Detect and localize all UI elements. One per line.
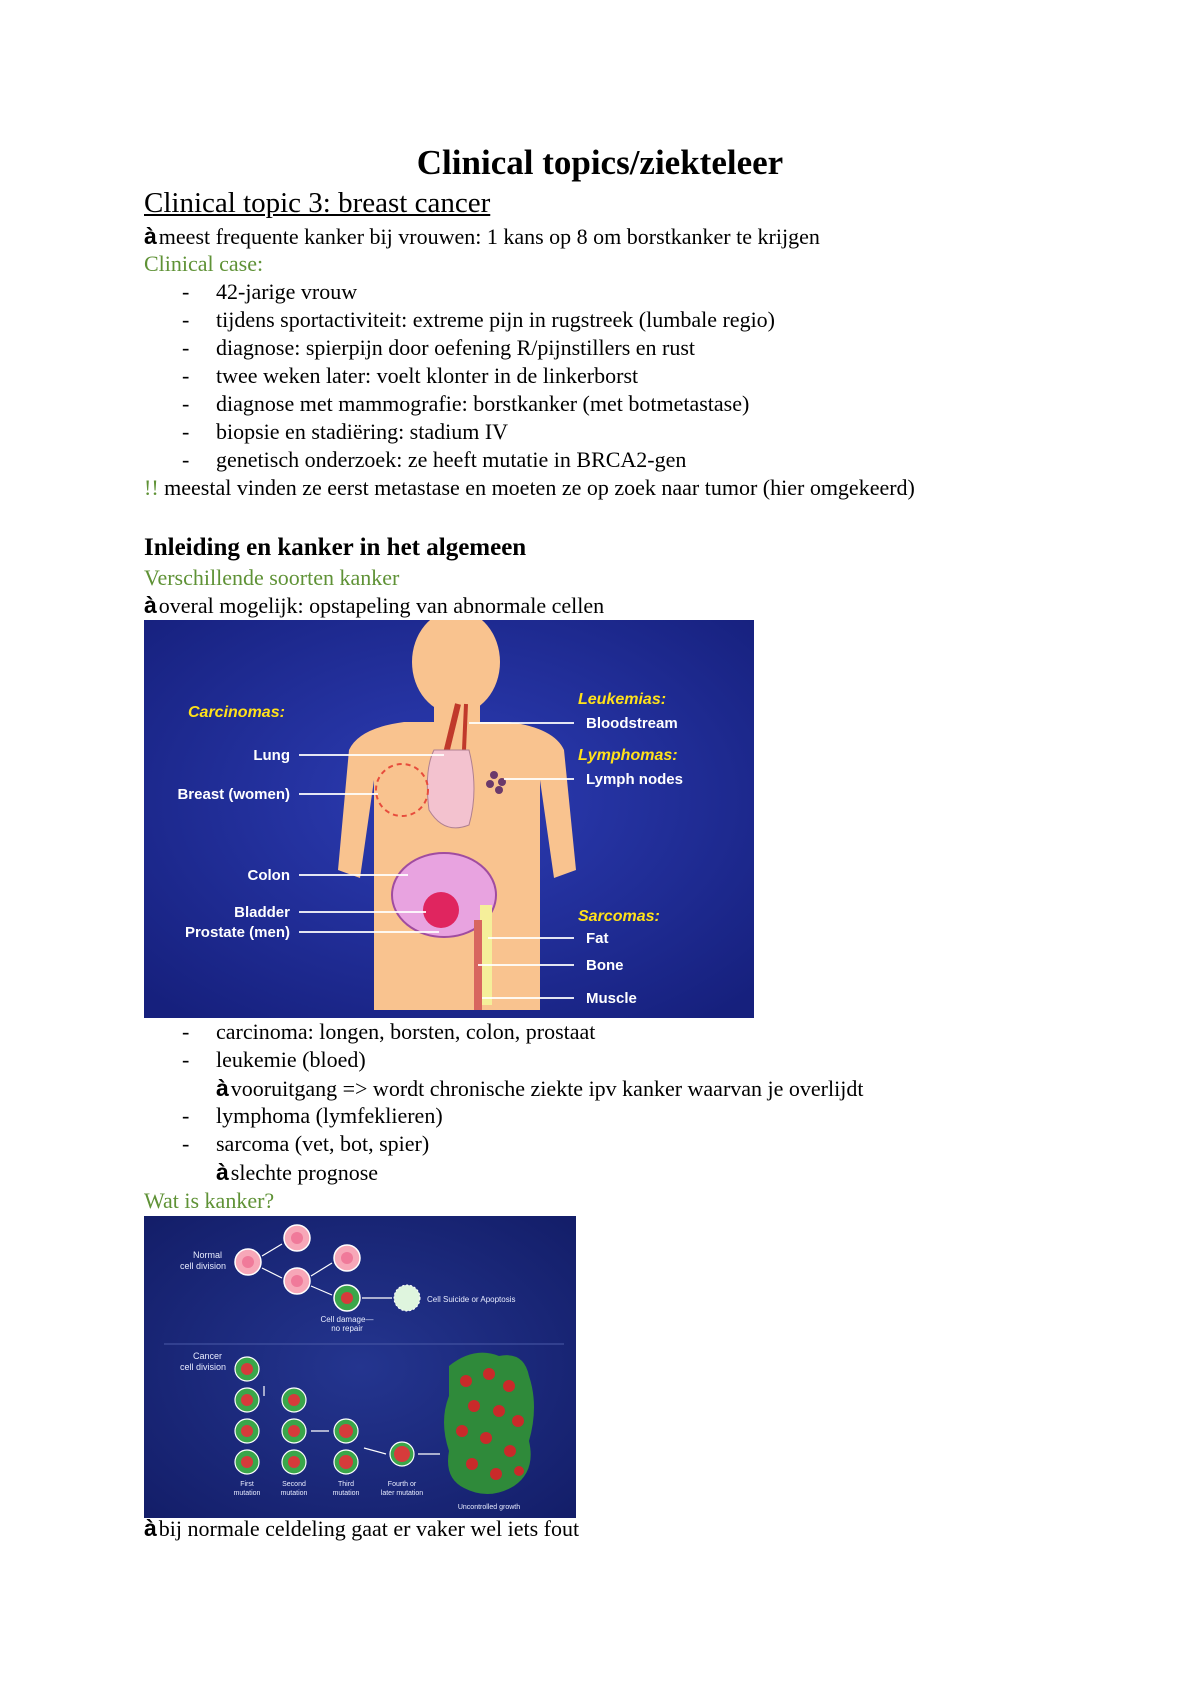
tumor-mass <box>444 1353 534 1494</box>
list-item: - diagnose met mammografie: borstkanker (met botmetastase) <box>182 391 750 416</box>
list-item: - twee weken later: voelt klonter in de linkerborst <box>182 363 639 388</box>
label-fat: Fat <box>586 930 609 947</box>
label-breast: Breast (women) <box>177 786 290 803</box>
label-carcinomas: Carcinomas: <box>188 704 285 721</box>
label-colon: Colon <box>247 867 290 884</box>
topic-heading: Clinical topic 3: breast cancer <box>144 187 491 219</box>
types-intro: àoveral mogelijk: opstapeling van abnormale cellen <box>144 592 605 618</box>
label-fourth: Fourth or <box>387 1481 417 1488</box>
label-prostate: Prostate (men) <box>184 924 290 941</box>
list-item: - carcinoma: longen, borsten, colon, prostaat <box>182 1019 596 1044</box>
label-apoptosis: Cell Suicide or Apoptosis <box>427 1295 516 1304</box>
arrow-icon: à <box>144 1515 157 1541</box>
list-item: - diagnose: spierpijn door oefening R/pijnstillers en rust <box>182 335 696 360</box>
list-subnote: àvooruitgang => wordt chronische ziekte ipv kanker waarvan je overlijdt <box>216 1075 864 1101</box>
section-heading: Inleiding en kanker in het algemeen <box>144 534 527 561</box>
label-bloodstream: Bloodstream <box>586 715 678 732</box>
arrow-icon: à <box>216 1159 229 1185</box>
label-normal-2: cell division <box>179 1261 226 1271</box>
label-cancer-2: cell division <box>179 1362 226 1372</box>
list-item: - lymphoma (lymfeklieren) <box>182 1103 443 1128</box>
label-bone: Bone <box>586 957 624 974</box>
label-third: Third <box>338 1481 354 1488</box>
label-lymphomas: Lymphomas: <box>578 747 678 764</box>
note-line: !! meestal vinden ze eerst metastase en moeten ze op zoek naar tumor (hier omgekeerd) <box>144 475 915 500</box>
list-item: - leukemie (bloed) <box>182 1047 366 1072</box>
closing-line: àbij normale celdeling gaat er vaker wel iets fout <box>144 1515 580 1541</box>
label-second: Second <box>282 1481 306 1488</box>
label-lymph-nodes: Lymph nodes <box>586 771 683 788</box>
list-item: - tijdens sportactiviteit: extreme pijn in rugstreek (lumbale regio) <box>182 307 776 332</box>
list-subnote: àslechte prognose <box>216 1159 379 1185</box>
label-sarcomas: Sarcomas: <box>578 908 660 925</box>
label-leukemias: Leukemias: <box>578 691 667 708</box>
label-damage: Cell damage— <box>320 1315 374 1324</box>
label-muscle: Muscle <box>586 990 637 1007</box>
label-first-2: mutation <box>233 1490 261 1497</box>
label-first: First <box>240 1481 254 1488</box>
clinical-case-label: Clinical case: <box>144 251 264 276</box>
label-fourth-2: later mutation <box>380 1490 424 1497</box>
list-item: - genetisch onderzoek: ze heeft mutatie in BRCA2-gen <box>182 447 687 472</box>
label-normal: Normal <box>192 1250 222 1260</box>
label-cancer: Cancer <box>192 1351 222 1361</box>
note-mark: !! <box>144 475 159 500</box>
list-item: - biopsie en stadiëring: stadium IV <box>182 419 509 444</box>
arrow-icon: à <box>144 223 157 249</box>
cell-division-diagram <box>144 1216 576 1518</box>
document-title: Clinical topics/ziekteleer <box>416 143 784 182</box>
label-lung: Lung <box>253 747 290 764</box>
subheading-types: Verschillende soorten kanker <box>144 565 400 590</box>
label-third-2: mutation <box>332 1490 360 1497</box>
arrow-icon: à <box>144 592 157 618</box>
label-bladder: Bladder <box>234 904 290 921</box>
topic-intro: àmeest frequente kanker bij vrouwen: 1 kans op 8 om borstkanker te krijgen <box>144 223 820 249</box>
body-diagram <box>144 620 754 1018</box>
list-item: - 42-jarige vrouw <box>182 279 358 304</box>
label-damage-2: no repair <box>331 1324 363 1333</box>
arrow-icon: à <box>216 1075 229 1101</box>
subheading-what-is-cancer: Wat is kanker? <box>144 1188 275 1213</box>
label-uncontrolled: Uncontrolled growth <box>457 1504 521 1511</box>
cell-division-figure <box>144 1216 576 1518</box>
label-second-2: mutation <box>280 1490 308 1497</box>
cancer-types-figure <box>144 620 754 1018</box>
list-item: - sarcoma (vet, bot, spier) <box>182 1131 430 1156</box>
